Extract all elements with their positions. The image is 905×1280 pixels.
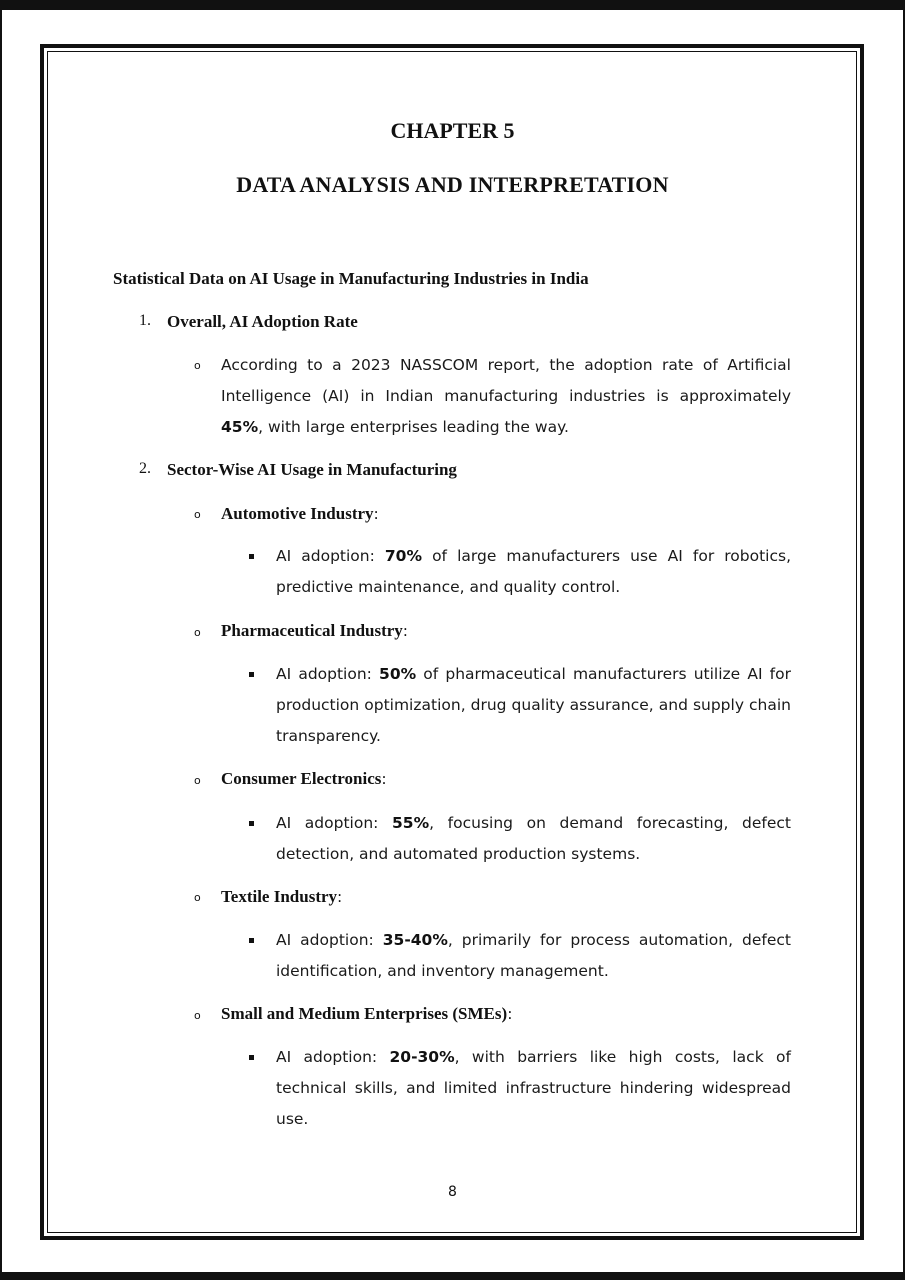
circle-bullet-icon: o — [194, 1009, 201, 1022]
square-bullet-icon — [249, 1055, 254, 1060]
sector-heading-textile: Textile Industry: — [221, 887, 343, 906]
circle-bullet-icon: o — [194, 626, 201, 639]
square-bullet-icon — [249, 938, 254, 943]
sector-text-smes: AI adoption: 20-30%, with barriers like high costs, lack of technical skills, and limited infrastructure hindering widespread use. — [276, 1048, 791, 1128]
section-heading: Statistical Data on AI Usage in Manufacturing Industries in India — [113, 269, 589, 288]
sector-heading-consumer-electronics: Consumer Electronics: — [221, 769, 387, 788]
sector-heading-smes: Small and Medium Enterprises (SMEs): — [221, 1004, 513, 1023]
circle-bullet-icon: o — [194, 774, 201, 787]
chapter-label: CHAPTER 5 — [390, 118, 515, 143]
page-number: 8 — [448, 1184, 457, 1200]
sector-text-consumer-electronics: AI adoption: 55%, focusing on demand forecasting, defect detection, and automated production systems. — [276, 814, 791, 863]
sector-text-automotive: AI adoption: 70% of large manufacturers use AI for robotics, predictive maintenance, and quality control. — [276, 547, 791, 596]
circle-bullet-icon: o — [194, 891, 201, 904]
list-heading-sector-wise: Sector-Wise AI Usage in Manufacturing — [167, 460, 457, 479]
overall-adoption-text: According to a 2023 NASSCOM report, the adoption rate of Artificial Intelligence (AI) in Indian manufacturing industries is approximately 45%, with large enterprises leading the way. — [221, 356, 791, 436]
sector-heading-automotive: Automotive Industry: — [221, 504, 379, 523]
square-bullet-icon — [249, 821, 254, 826]
circle-bullet-icon: o — [194, 359, 201, 372]
sector-text-pharmaceutical: AI adoption: 50% of pharmaceutical manufacturers utilize AI for production optimization, drug quality assurance, and supply chain transparency. — [276, 665, 791, 745]
circle-bullet-icon: o — [194, 508, 201, 521]
list-number-2: 2. — [139, 460, 151, 477]
chapter-title: DATA ANALYSIS AND INTERPRETATION — [236, 172, 669, 197]
list-heading-overall-adoption: Overall, AI Adoption Rate — [167, 312, 358, 331]
square-bullet-icon — [249, 554, 254, 559]
sector-heading-pharmaceutical: Pharmaceutical Industry: — [221, 621, 409, 640]
square-bullet-icon — [249, 672, 254, 677]
sector-text-textile: AI adoption: 35-40%, primarily for process automation, defect identification, and inventory management. — [276, 931, 791, 980]
list-number-1: 1. — [139, 312, 151, 329]
